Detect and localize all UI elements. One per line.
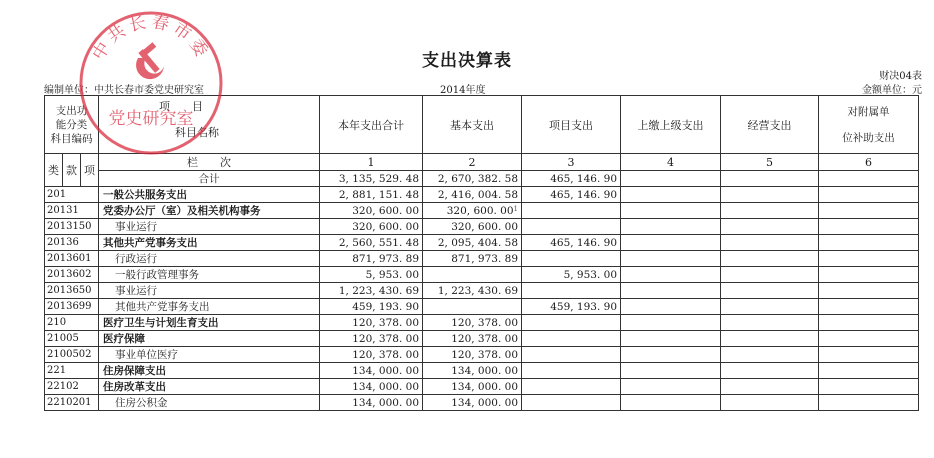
amount-cell (721, 235, 819, 251)
col-num-3: 3 (522, 154, 621, 171)
amount-cell (819, 395, 919, 411)
col-header-basic: 基本支出 (423, 96, 522, 154)
amount-cell (621, 363, 721, 379)
table-row (45, 331, 919, 347)
amount-cell (522, 315, 621, 331)
amount-cell (721, 299, 819, 315)
amount-cell (522, 203, 621, 219)
amount-cell (522, 219, 621, 235)
amount-cell (721, 219, 819, 235)
table-row (45, 235, 919, 251)
table-row (45, 267, 919, 283)
amount-cell (721, 363, 819, 379)
seal-bottom-text: 党史研究室 (108, 109, 194, 129)
amount-cell: 120, 378. 00 (320, 315, 423, 331)
table-row (45, 283, 919, 299)
amount-cell (621, 331, 721, 347)
col-header-business: 经营支出 (721, 96, 819, 154)
col-num-6: 6 (819, 154, 919, 171)
amount-cell (621, 219, 721, 235)
amount-cell: 120, 378. 00 (320, 347, 423, 363)
subject-name: 住房改革支出 (99, 379, 320, 395)
subject-name: 医疗卫生与计划生育支出 (99, 315, 320, 331)
subject-name: 其他共产党事务支出 (99, 299, 320, 315)
amount-cell (819, 251, 919, 267)
amount-cell (819, 203, 919, 219)
subject-name: 事业单位医疗 (99, 347, 320, 363)
amount-cell (721, 203, 819, 219)
amount-cell (621, 267, 721, 283)
amount-cell (721, 347, 819, 363)
amount-cell (522, 331, 621, 347)
amount-cell (721, 379, 819, 395)
subject-name: 行政运行 (99, 251, 320, 267)
amount-cell (721, 283, 819, 299)
subject-name: 其他共产党事务支出 (99, 235, 320, 251)
xiang-header: 项 (81, 154, 99, 187)
col-num-1: 1 (320, 154, 423, 171)
total-value (621, 171, 721, 187)
amount-cell (621, 283, 721, 299)
total-value: 465, 146. 90 (522, 171, 621, 187)
amount-cell (721, 251, 819, 267)
amount-cell (621, 347, 721, 363)
amount-cell: 5, 953. 00 (320, 267, 423, 283)
amount-cell (621, 395, 721, 411)
amount-cell (819, 315, 919, 331)
compiling-unit (44, 81, 204, 96)
col-num-2: 2 (423, 154, 522, 171)
expenditure-table (44, 95, 919, 411)
amount-cell (522, 283, 621, 299)
col-header-project: 项目支出 (522, 96, 621, 154)
subject-code: 2013150 (45, 219, 99, 235)
amount-cell (621, 251, 721, 267)
amount-cell: 320, 600. 00 (320, 219, 423, 235)
amount-cell: 2, 416, 004. 58 (423, 187, 522, 203)
col-header-remit: 上缴上级支出 (621, 96, 721, 154)
amount-cell: 320, 600. $00^1$ (423, 203, 522, 219)
amount-cell: 134, 000. 00 (423, 363, 522, 379)
subject-code: 2013650 (45, 283, 99, 299)
col-num-4: 4 (621, 154, 721, 171)
subject-name: 党委办公厅（室）及相关机构事务 (99, 203, 320, 219)
code-header: 支出功 能分类 科目编码 (45, 96, 99, 154)
fiscal-year: 2014年度 (440, 85, 486, 96)
currency-unit: 金额单位：元 (862, 85, 922, 96)
total-label: 合计 (99, 171, 320, 187)
check-mark: 1 (513, 204, 519, 213)
amount-cell (819, 379, 919, 395)
amount-cell: 459, 193. 90 (320, 299, 423, 315)
total-value (819, 171, 919, 187)
subject-code: 210 (45, 315, 99, 331)
subject-code: 2210201 (45, 395, 99, 411)
amount-cell (721, 315, 819, 331)
amount-cell (621, 379, 721, 395)
subject-code: 221 (45, 363, 99, 379)
amount-cell: 871, 973. 89 (320, 251, 423, 267)
amount-cell (621, 299, 721, 315)
table-row (45, 315, 919, 331)
amount-cell (819, 363, 919, 379)
subject-name: 住房保障支出 (99, 363, 320, 379)
amount-cell: 120, 378. 00 (320, 331, 423, 347)
amount-cell: 320, 600. 00 (423, 219, 522, 235)
amount-cell (721, 267, 819, 283)
kuan-header: 款 (63, 154, 81, 187)
subject-name: 一般公共服务支出 (99, 187, 320, 203)
subject-code: 21005 (45, 331, 99, 347)
subject-code: 2013601 (45, 251, 99, 267)
amount-cell (621, 187, 721, 203)
amount-cell (423, 299, 522, 315)
amount-cell (819, 331, 919, 347)
amount-cell: 2, 560, 551. 48 (320, 235, 423, 251)
table-row (45, 379, 919, 395)
amount-cell: 465, 146. 90 (522, 187, 621, 203)
form-number: 财决04表 (879, 71, 922, 82)
amount-cell (621, 315, 721, 331)
subject-name: 一般行政管理事务 (99, 267, 320, 283)
page-title: 支出决算表 (422, 51, 512, 71)
amount-cell (522, 251, 621, 267)
amount-cell: 120, 378. 00 (423, 315, 522, 331)
amount-cell: 320, 600. 00 (320, 203, 423, 219)
amount-cell (819, 299, 919, 315)
subject-name: 住房公积金 (99, 395, 320, 411)
table-row (45, 299, 919, 315)
amount-cell (522, 379, 621, 395)
table-row (45, 203, 919, 219)
subject-code: 2013699 (45, 299, 99, 315)
amount-cell: 2, 095, 404. 58 (423, 235, 522, 251)
amount-cell: 134, 000. 00 (423, 395, 522, 411)
subject-code: 2013602 (45, 267, 99, 283)
col-header-subsidy: 对附属单 位补助支出 (819, 96, 919, 154)
amount-cell: 5, 953. 00 (522, 267, 621, 283)
table-row (45, 395, 919, 411)
subject-code: 20136 (45, 235, 99, 251)
amount-cell (721, 331, 819, 347)
subject-name: 事业运行 (99, 219, 320, 235)
amount-cell (819, 235, 919, 251)
subject-name: 事业运行 (99, 283, 320, 299)
amount-cell (621, 203, 721, 219)
col-num-5: 5 (721, 154, 819, 171)
amount-cell (721, 395, 819, 411)
amount-cell: 134, 000. 00 (320, 363, 423, 379)
amount-cell (819, 219, 919, 235)
lei-header: 类 (45, 154, 63, 187)
table-row (45, 187, 919, 203)
amount-cell: 120, 378. 00 (423, 347, 522, 363)
subject-name: 医疗保障 (99, 331, 320, 347)
amount-cell (819, 187, 919, 203)
table-row (45, 347, 919, 363)
amount-cell (721, 187, 819, 203)
amount-cell (819, 283, 919, 299)
lanci-label: 栏 次 (99, 154, 320, 171)
total-value: 3, 135, 529. 48 (320, 171, 423, 187)
seal-arc-text: 中共长春市委 (88, 12, 214, 64)
total-value: 2, 670, 382. 58 (423, 171, 522, 187)
amount-cell (819, 347, 919, 363)
amount-cell (423, 267, 522, 283)
subject-code: 201 (45, 187, 99, 203)
amount-cell: 134, 000. 00 (320, 395, 423, 411)
amount-cell (522, 395, 621, 411)
amount-cell: 120, 378. 00 (423, 331, 522, 347)
amount-cell: 134, 000. 00 (320, 379, 423, 395)
col-header-total: 本年支出合计 (320, 96, 423, 154)
compiling-unit-label: 编制单位： (44, 85, 94, 96)
amount-cell (621, 235, 721, 251)
total-row (45, 171, 919, 187)
table-row (45, 363, 919, 379)
amount-cell (522, 347, 621, 363)
subject-code: 20131 (45, 203, 99, 219)
subject-code: 2100502 (45, 347, 99, 363)
amount-cell (522, 363, 621, 379)
amount-cell (819, 267, 919, 283)
amount-cell: 2, 881, 151. 48 (320, 187, 423, 203)
amount-cell: 871, 973. 89 (423, 251, 522, 267)
subject-code: 22102 (45, 379, 99, 395)
amount-cell: 465, 146. 90 (522, 235, 621, 251)
table-row (45, 219, 919, 235)
amount-cell: 1, 223, 430. 69 (423, 283, 522, 299)
amount-cell: 134, 000. 00 (423, 379, 522, 395)
amount-cell: 1, 223, 430. 69 (320, 283, 423, 299)
table-row (45, 251, 919, 267)
item-header: 项 目 科目名称 (99, 96, 320, 154)
total-value (721, 171, 819, 187)
compiling-unit-name: 中共长春市委党史研究室 (94, 85, 204, 96)
amount-cell: 459, 193. 90 (522, 299, 621, 315)
